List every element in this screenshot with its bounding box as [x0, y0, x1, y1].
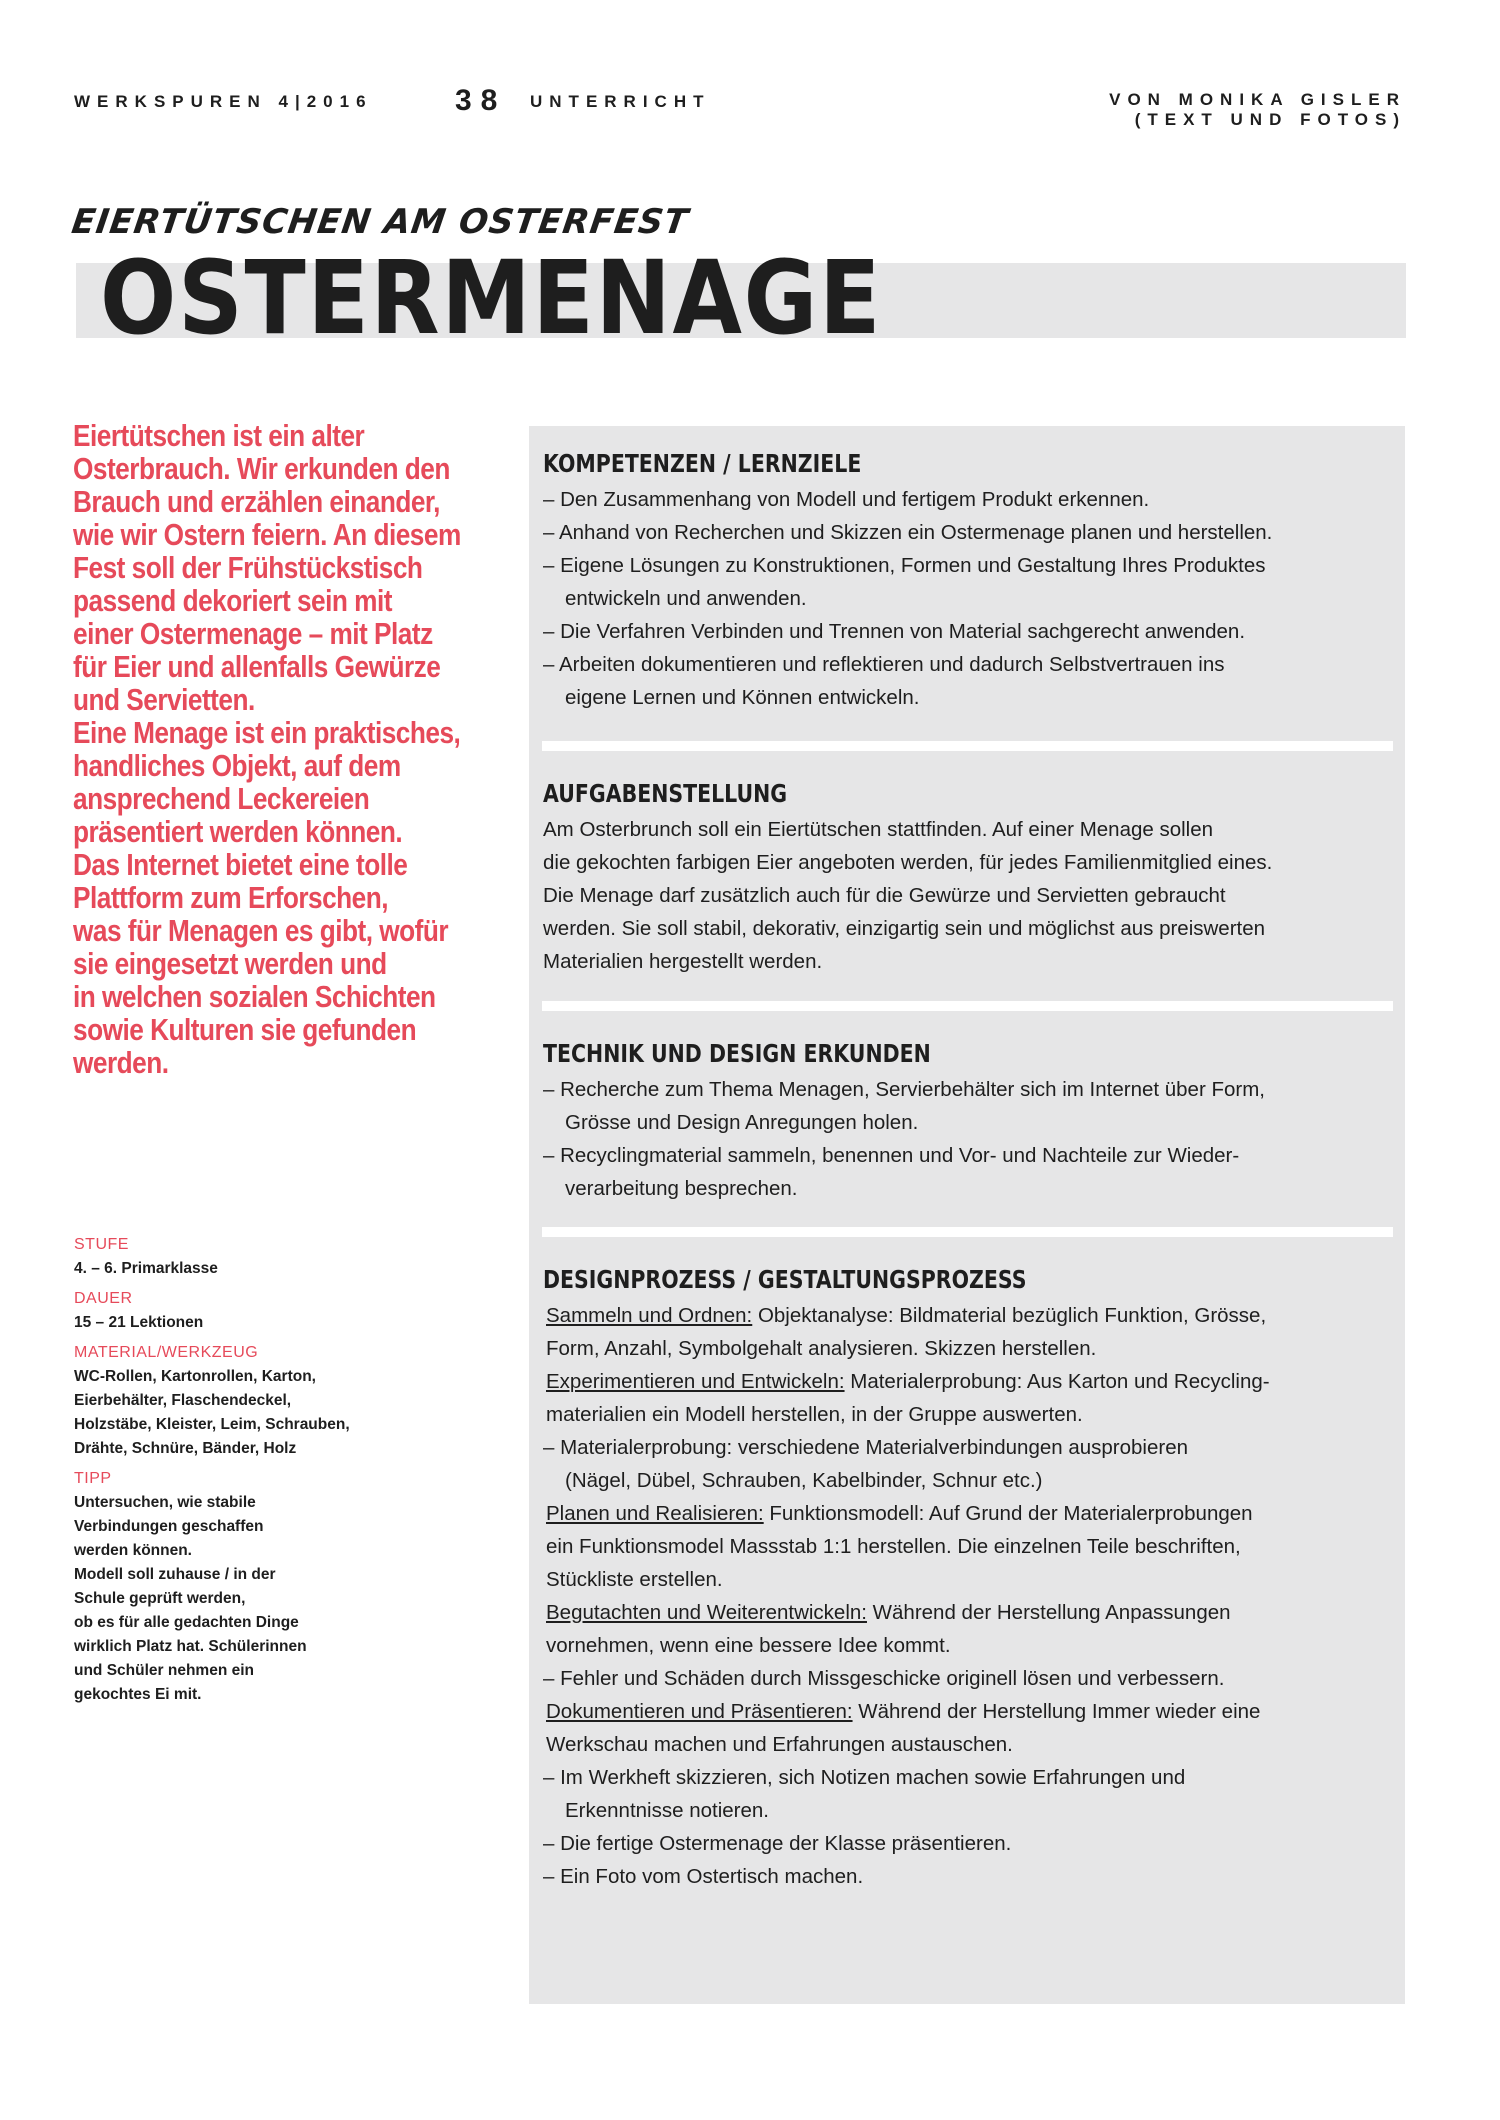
aufgabe-section [543, 779, 1393, 978]
tipp-line: Schule geprüft werden, [74, 1590, 246, 1607]
aufgabe-line: Die Menage darf zusätzlich auch für die Gewürze und Servietten gebraucht [543, 884, 1226, 907]
design-step-heading: Planen und Realisieren: [546, 1502, 764, 1525]
design-step-line [543, 1365, 1393, 1398]
material-line: Holzstäbe, Kleister, Leim, Schrauben, [74, 1416, 350, 1433]
lead-line: und Servietten. [73, 683, 255, 717]
list-item-line: Grösse und Design Anregungen holen. [565, 1111, 919, 1134]
list-item-line: entwickeln und anwenden. [565, 587, 807, 610]
content-panel [529, 426, 1405, 2004]
design-step-text: – Ein Foto vom Ostertisch machen. [543, 1865, 864, 1888]
lead-line: was für Menagen es gibt, wofür [73, 914, 449, 948]
list-item [543, 1139, 1393, 1205]
design-step-text: Objektanalyse: Bildmaterial bezüglich Funktion, Grösse, [752, 1304, 1267, 1327]
design-step-text: – Im Werkheft skizzieren, sich Notizen machen sowie Erfahrungen und [543, 1766, 1186, 1789]
stufe-value: 4. – 6. Primarklasse [74, 1260, 218, 1277]
kompetenzen-section [543, 449, 1393, 714]
aufgabe-line: Materialien hergestellt werden. [543, 950, 823, 973]
tipp-line: und Schüler nehmen ein [74, 1662, 254, 1679]
design-step [543, 1365, 1393, 1431]
list-item [543, 516, 1393, 549]
design-step-line: Stückliste erstellen. [546, 1568, 723, 1591]
lead-line: sie eingesetzt werden und [73, 947, 387, 981]
lead-text [73, 420, 543, 1080]
design-step-line [543, 1299, 1393, 1332]
design-step-text: Materialerprobung: Aus Karton und Recycling- [844, 1370, 1270, 1393]
design-step-text: Während der Herstellung Immer wieder eine [852, 1700, 1261, 1723]
aufgabe-text [543, 813, 1393, 978]
stufe-label: STUFE [74, 1236, 129, 1253]
design-step-text: – Die fertige Ostermenage der Klasse präsentieren. [543, 1832, 1012, 1855]
lead-line: handliches Objekt, auf dem [73, 749, 401, 783]
lead-line: präsentiert werden können. [73, 815, 403, 849]
tipp-line: wirklich Platz hat. Schülerinnen [74, 1638, 307, 1655]
design-step-line [543, 1695, 1393, 1728]
list-item-line: – Recherche zum Thema Menagen, Servierbehälter sich im Internet über Form, [543, 1078, 1266, 1101]
list-item-line: – Die Verfahren Verbinden und Trennen von Material sachgerecht anwenden. [543, 620, 1246, 643]
design-section [543, 1265, 1393, 1893]
design-step-line: vornehmen, wenn eine bessere Idee kommt. [546, 1634, 951, 1657]
design-step [543, 1695, 1393, 1761]
list-item [543, 1073, 1393, 1139]
technik-list [543, 1073, 1393, 1205]
design-step-line: materialien ein Modell herstellen, in der Gruppe auswerten. [546, 1403, 1083, 1426]
list-item-line: – Arbeiten dokumentieren und reflektieren und dadurch Selbstvertrauen ins [543, 653, 1225, 676]
design-step-line: Erkenntnisse notieren. [565, 1799, 769, 1822]
magazine-name: WERKSPUREN 4|2016 [74, 92, 373, 111]
aufgabe-title: AUFGABENSTELLUNG [543, 779, 788, 808]
list-item-line: – Den Zusammenhang von Modell und fertigem Produkt erkennen. [543, 488, 1150, 511]
design-step-line [543, 1431, 1393, 1464]
material-label: MATERIAL/WERKZEUG [74, 1344, 259, 1361]
lead-line: passend dekoriert sein mit [73, 584, 392, 618]
material-line: WC-Rollen, Kartonrollen, Karton, [74, 1368, 316, 1385]
section-name: UNTERRICHT [530, 92, 711, 111]
author-credit [1109, 90, 1406, 130]
material-line: Eierbehälter, Flaschendeckel, [74, 1392, 292, 1409]
tipp-line: werden können. [74, 1542, 192, 1559]
material-value [74, 1365, 374, 1461]
list-item-line: – Eigene Lösungen zu Konstruktionen, Formen und Gestaltung Ihres Produktes [543, 554, 1266, 577]
design-step [543, 1860, 1393, 1893]
lead-line: wie wir Ostern feiern. An diesem [73, 518, 461, 552]
tipp-value [74, 1491, 374, 1707]
dauer-value: 15 – 21 Lektionen [74, 1314, 204, 1331]
list-item [543, 549, 1393, 615]
lead-line: Das Internet bietet eine tolle [73, 848, 408, 882]
design-step [543, 1299, 1393, 1365]
design-step-heading: Begutachten und Weiterentwickeln: [546, 1601, 867, 1624]
design-step-line [543, 1596, 1393, 1629]
design-step-line [543, 1827, 1393, 1860]
lead-line: Plattform zum Erforschen, [73, 881, 389, 915]
author-line-1: VON MONIKA GISLER [1109, 90, 1406, 109]
design-title: DESIGNPROZESS / GESTALTUNGSPROZESS [543, 1265, 1027, 1294]
design-step [543, 1662, 1393, 1695]
tipp-line: Verbindungen geschaffen [74, 1518, 264, 1535]
lead-line: für Eier und allenfalls Gewürze [73, 650, 441, 684]
page-number: 38 [455, 84, 507, 117]
list-item-line: – Anhand von Recherchen und Skizzen ein Ostermenage planen und herstellen. [543, 521, 1273, 544]
design-step-text: Funktionsmodell: Auf Grund der Materialerprobungen [763, 1502, 1253, 1525]
design-step [543, 1497, 1393, 1596]
lead-line: Osterbrauch. Wir erkunden den [73, 452, 450, 486]
lead-line: Brauch und erzählen einander, [73, 485, 440, 519]
lead-line: werden. [73, 1046, 169, 1080]
tipp-line: Untersuchen, wie stabile [74, 1494, 256, 1511]
design-step-line: Werkschau machen und Erfahrungen austauschen. [546, 1733, 1013, 1756]
design-step-text: – Fehler und Schäden durch Missgeschicke originell lösen und verbessern. [543, 1667, 1225, 1690]
design-step-line [543, 1860, 1393, 1893]
lead-line: ansprechend Leckereien [73, 782, 370, 816]
design-step-line: Form, Anzahl, Symbolgehalt analysieren. Skizzen herstellen. [546, 1337, 1097, 1360]
design-step-line: (Nägel, Dübel, Schrauben, Kabelbinder, Schnur etc.) [565, 1469, 1043, 1492]
design-step [543, 1761, 1393, 1827]
design-step-line [543, 1662, 1393, 1695]
lead-line: Eine Menage ist ein praktisches, [73, 716, 461, 750]
technik-title: TECHNIK UND DESIGN ERKUNDEN [543, 1039, 931, 1068]
tipp-line: ob es für alle gedachten Dinge [74, 1614, 299, 1631]
list-item [543, 615, 1393, 648]
aufgabe-line: Am Osterbrunch soll ein Eiertütschen stattfinden. Auf einer Menage sollen [543, 818, 1214, 841]
design-step-heading: Experimentieren und Entwickeln: [546, 1370, 845, 1393]
author-line-2: (TEXT UND FOTOS) [1134, 110, 1406, 129]
list-item-line: verarbeitung besprechen. [565, 1177, 798, 1200]
list-item-line: eigene Lernen und Können entwickeln. [565, 686, 920, 709]
section-divider [542, 1001, 1393, 1011]
design-step-heading: Sammeln und Ordnen: [546, 1304, 753, 1327]
tipp-line: Modell soll zuhause / in der [74, 1566, 276, 1583]
material-line: Drähte, Schnüre, Bänder, Holz [74, 1440, 297, 1457]
design-step [543, 1596, 1393, 1662]
tipp-label: TIPP [74, 1470, 112, 1487]
design-process-list [543, 1299, 1393, 1893]
list-item [543, 483, 1393, 516]
section-divider [542, 741, 1393, 751]
design-step-heading: Dokumentieren und Präsentieren: [546, 1700, 853, 1723]
design-step-line [543, 1497, 1393, 1530]
list-item-line: – Recyclingmaterial sammeln, benennen und Vor- und Nachteile zur Wieder- [543, 1144, 1240, 1167]
design-step-text: – Materialerprobung: verschiedene Materialverbindungen ausprobieren [543, 1436, 1189, 1459]
dauer-label: DAUER [74, 1290, 133, 1307]
lead-line: Eiertütschen ist ein alter [73, 419, 365, 453]
page-title: OSTERMENAGE [100, 239, 883, 358]
tipp-line: gekochtes Ei mit. [74, 1686, 202, 1703]
lead-line: sowie Kulturen sie gefunden [73, 1013, 417, 1047]
design-step-line: ein Funktionsmodel Massstab 1:1 herstellen. Die einzelnen Teile beschriften, [546, 1535, 1241, 1558]
kompetenzen-list [543, 483, 1393, 714]
section-divider [542, 1227, 1393, 1237]
lead-line: in welchen sozialen Schichten [73, 980, 436, 1014]
aufgabe-line: werden. Sie soll stabil, dekorativ, einzigartig sein und möglichst aus preiswerten [543, 917, 1266, 940]
facts-sidebar [74, 1233, 374, 1707]
design-step-line [543, 1761, 1393, 1794]
design-step [543, 1431, 1393, 1497]
lead-line: Fest soll der Frühstückstisch [73, 551, 423, 585]
aufgabe-line: die gekochten farbigen Eier angeboten werden, für jedes Familienmitglied eines. [543, 851, 1273, 874]
kicker-heading: EIERTÜTSCHEN AM OSTERFEST [69, 202, 692, 242]
design-step-text: Während der Herstellung Anpassungen [866, 1601, 1231, 1624]
list-item [543, 648, 1393, 714]
design-step [543, 1827, 1393, 1860]
technik-section [543, 1039, 1393, 1205]
kompetenzen-title: KOMPETENZEN / LERNZIELE [543, 449, 862, 478]
lead-line: einer Ostermenage – mit Platz [73, 617, 433, 651]
